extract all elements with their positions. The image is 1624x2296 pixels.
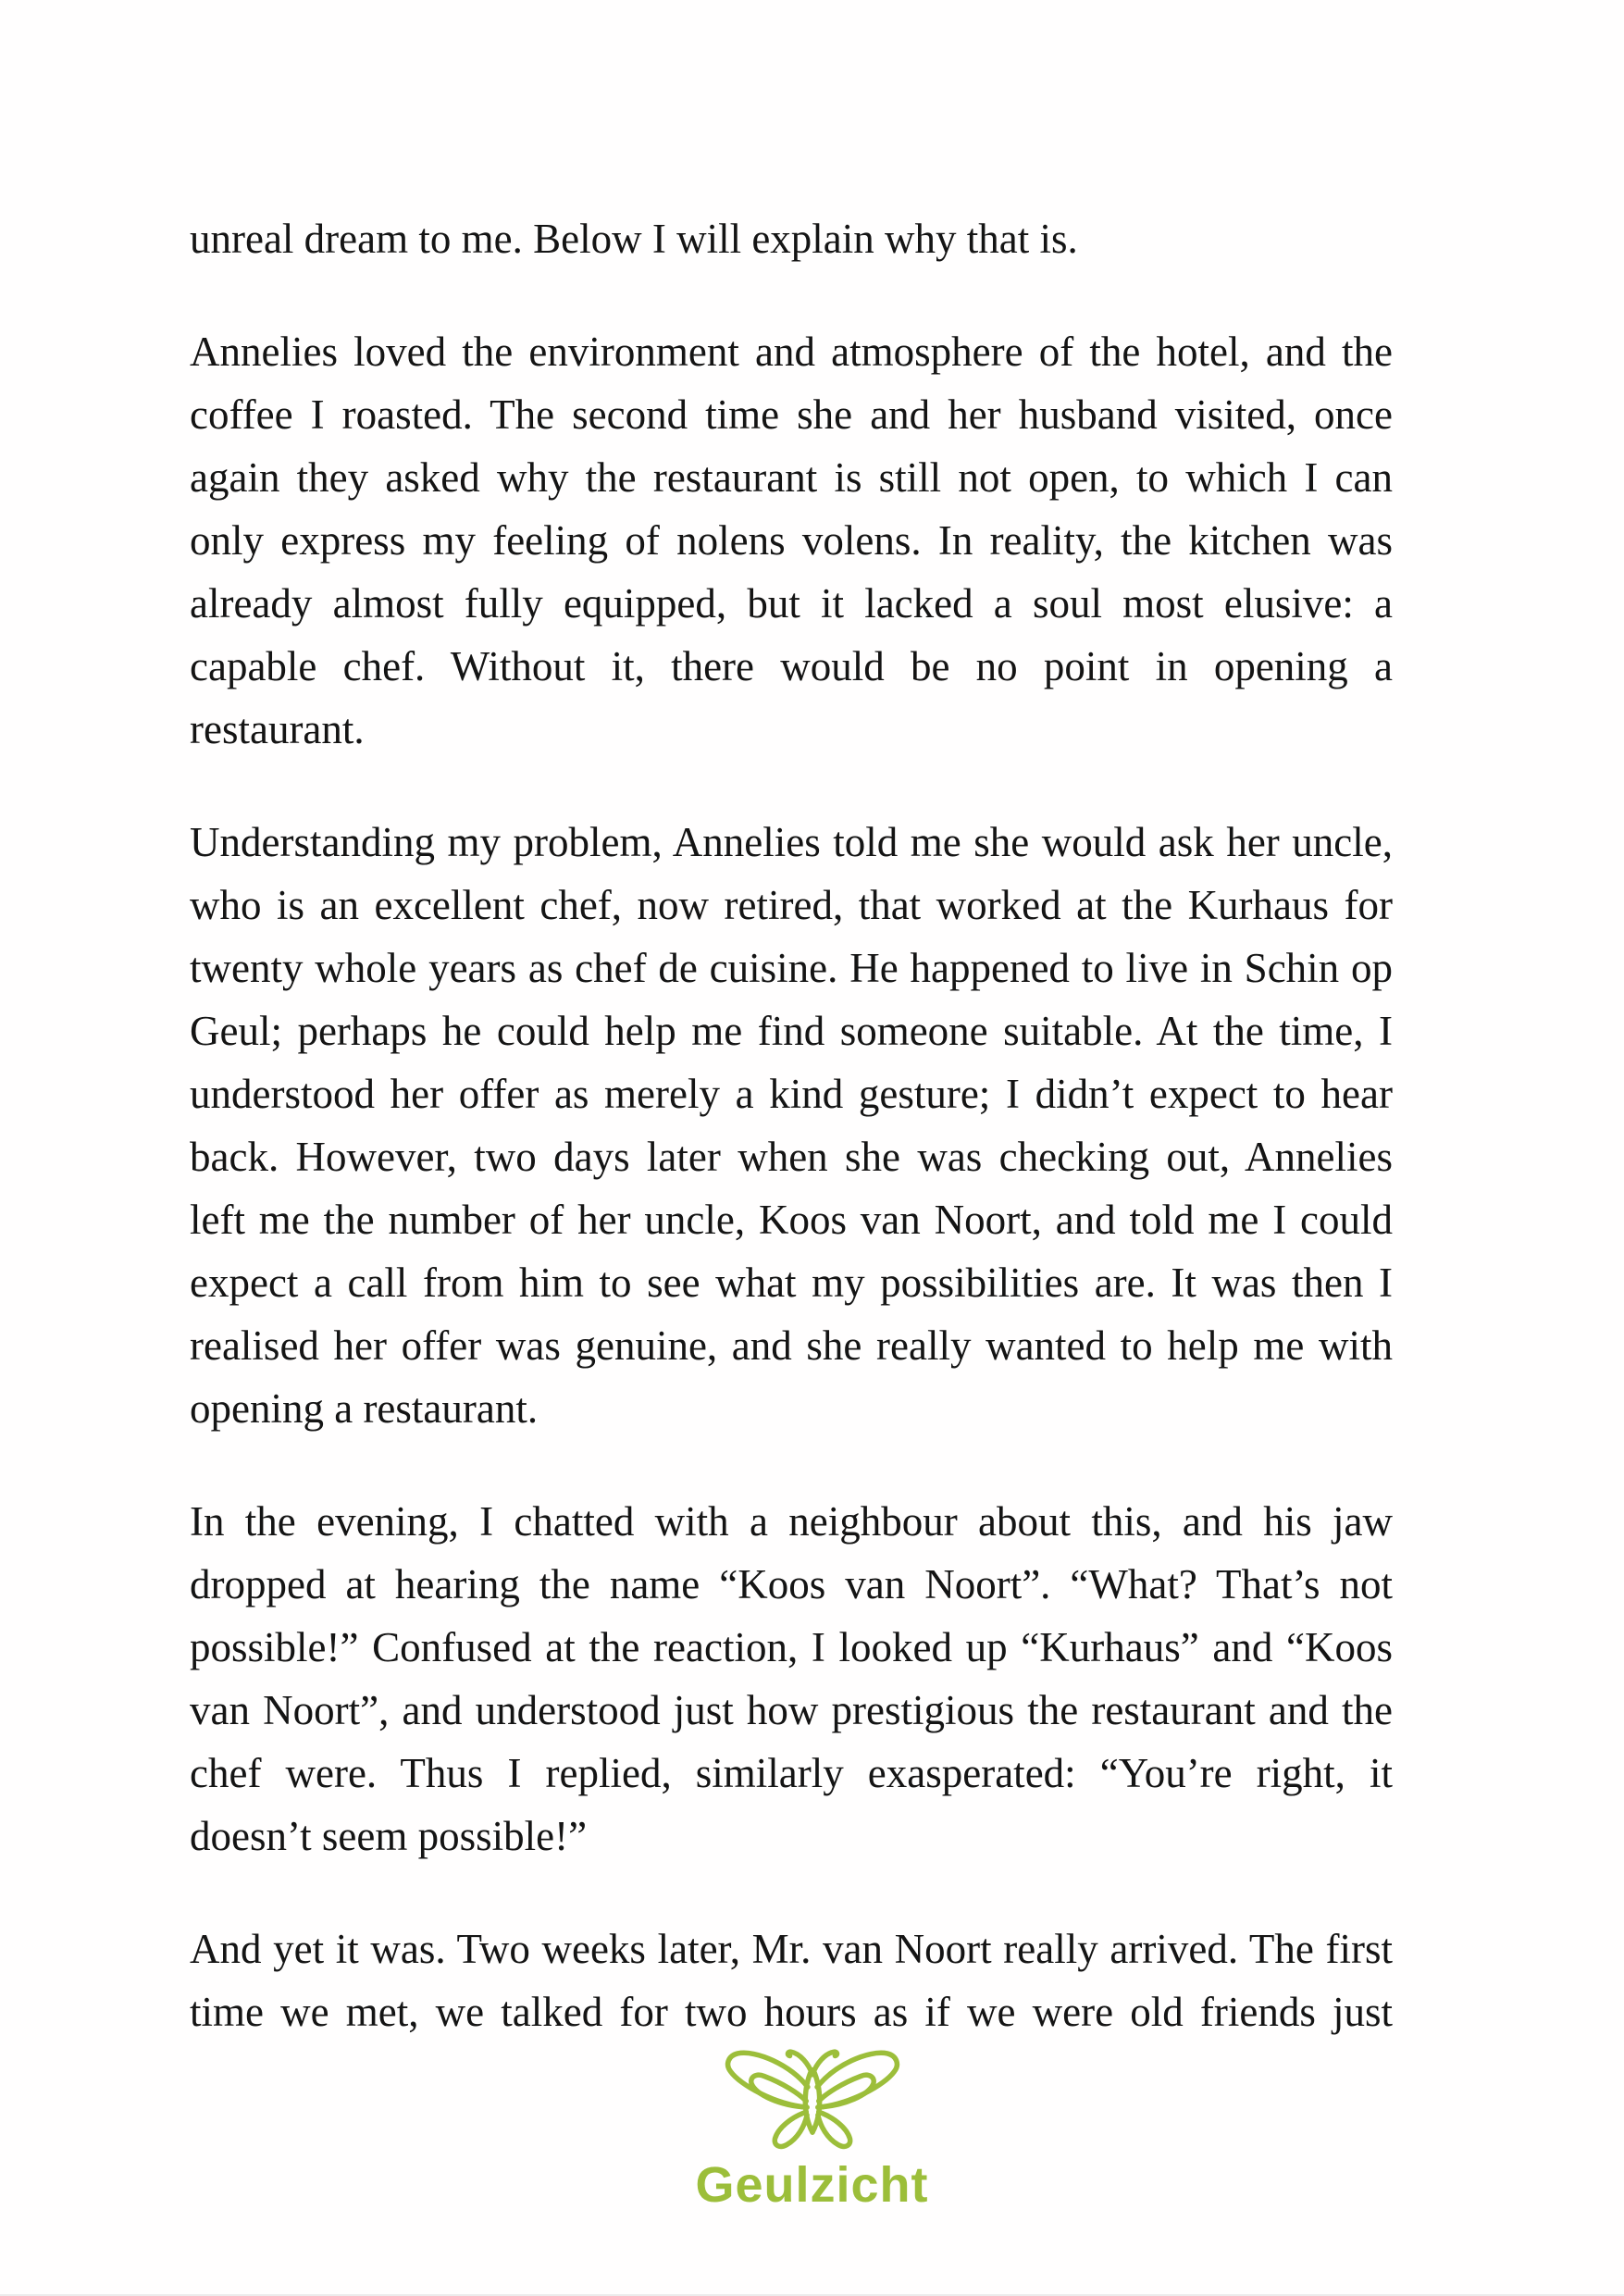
logo-wordmark: Geulzicht bbox=[695, 2157, 929, 2213]
paragraph: In the evening, I chatted with a neighbour about this, and his jaw dropped at hearing the name “Koos van Noort”. “What? That’s not possible!” Confused at the reaction, I looked up “Kurhaus” and “Koos van Noort”, and understood just how prestigious the restaurant and the chef were. Thus I replied, similarly exasperated: “You’re right, it doesn’t seem possible!” bbox=[190, 1498, 1393, 1859]
paragraph: Understanding my problem, Annelies told me she would ask her uncle, who is an excellent chef, now retired, that worked at the Kurhaus for twenty whole years as chef de cuisine. He happened to live in Schin op Geul; perhaps he could help me find someone suitable. At the time, I understood her offer as merely a kind gesture; I didn’t expect to hear back. However, two days later when she was checking out, Annelies left me the number of her uncle, Koos van Noort, and told me I could expect a call from him to see what my possibilities are. It was then I realised her offer was genuine, and she really wanted to help me with opening a restaurant. bbox=[190, 819, 1393, 1432]
geulzicht-logo bbox=[695, 2043, 928, 2214]
page-text-block bbox=[190, 207, 1393, 2043]
butterfly-icon bbox=[706, 2043, 919, 2153]
paragraph: Annelies loved the environment and atmosphere of the hotel, and the coffee I roasted. The second time she and her husband visited, once again they asked why the restaurant is still not open, to which I can only express my feeling of nolens volens. In reality, the kitchen was already almost fully equipped, but it lacked a soul most elusive: a capable chef. Without it, there would be no point in opening a restaurant. bbox=[190, 329, 1393, 752]
paragraph: And yet it was. Two weeks later, Mr. van Noort really arrived. The first time we met, we talked for two hours as if we were old friends just bbox=[190, 1926, 1393, 2035]
butterfly-strokes bbox=[727, 2052, 897, 2146]
paragraph: unreal dream to me. Below I will explain why that is. bbox=[190, 216, 1078, 262]
